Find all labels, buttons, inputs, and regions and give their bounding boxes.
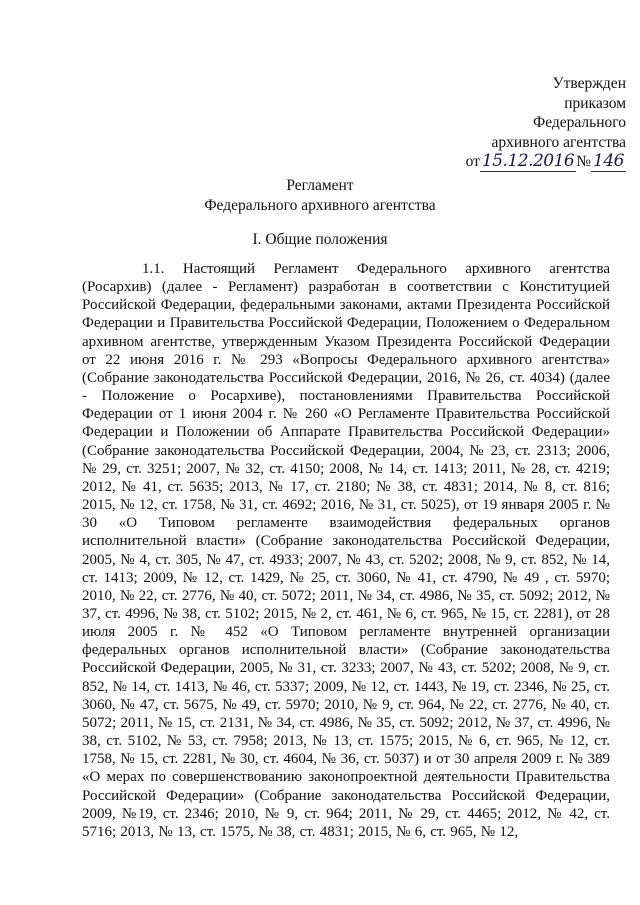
document-title: Регламент	[286, 177, 354, 194]
paragraph-1-1: 1.1. Настоящий Регламент Федерального архивного агентства (Росархив) (далее - Регламент) разработан в соответствии с Конституцией Российской Федерации, федеральными законами, актами Президента Российской Федерации и Правительства Российской Федерации, Положением о Федеральном архивном агентстве, утвержденным Указом Президента Российской Федерации от 22 июня 2016 г. № 293 «Вопросы Федерального архивного агентства» (Собрание законодательства Российской Федерации, 2016, № 26, ст. 4034) (далее - Положение о Росархиве), постановлениями Правительства Российской Федерации от 1 июня 2004 г. № 260 «О Регламенте Правительства Российской Федерации и Положении об Аппарате Правительства Российской Федерации» (Собрание законодательства Российской Федерации, 2004, № 23, ст. 2313; 2006, № 29, ст. 3251; 2007, № 32, ст. 4150; 2008, № 14, ст. 1413; 2011, № 28, ст. 4219; 2012, № 41, ст. 5635; 2013, № 17, ст. 2180; № 38, ст. 4831; 2014, № 8, ст. 816; 2015, № 12, ст. 1758, № 31, ст. 4692; 2016, № 31, ст. 5025), от 19 января 2005 г. № 30 «О Типовом регламенте взаимодействия федеральных органов исполнительной власти» (Собрание законодательства Российской Федерации, 2005, № 4, ст. 305, № 47, ст. 4933; 2007, № 43, ст. 5202; 2008, № 9, ст. 852, № 14, ст. 1413; 2009, № 12, ст. 1429, № 25, ст. 3060, № 41, ст. 4790, № 49 , ст. 5970; 2010, № 22, ст. 2776, № 40, ст. 5072; 2011, № 34, ст. 4986, № 35, ст. 5092; 2012, № 37, ст. 4996, № 38, ст. 5102; 2015, № 2, ст. 461, № 6, ст. 965, № 15, ст. 2281), от 28 июля 2005 г. № 452 «О Типовом регламенте внутренней организации федеральных органов исполнительной власти» (Собрание законодательства Российской Федерации, 2005, № 31, ст. 3233; 2007, № 43, ст. 5202; 2008, № 9, ст. 852, № 14, ст. 1413, № 46, ст. 5337; 2009, № 12, ст. 1443, № 19, ст. 2346, № 25, ст. 3060, № 47, ст. 5675, № 49, ст. 5970; 2010, № 9, ст. 964, № 22, ст. 2776, № 40, ст. 5072; 2011, № 15, ст. 2131, № 34, ст. 4986, № 35, ст. 5092; 2012, № 37, ст. 4996, № 38, ст. 5102, № 53, ст. 7958; 2013, № 13, ст. 1575; 2015, № 6, ст. 965, № 12, ст. 1758, № 15, ст. 2281, № 30, ст. 4604, № 36, ст. 5037) и от 30 апреля 2009 г. № 389 «О мерах по совершенствованию законопроектной деятельности Правительства Российской Федерации» (Собрание законодательства Российской Федерации, 2009, №19, ст. 2346; 2010, № 9, ст. 964; 2011, № 29, ст. 4465; 2012, № 42, ст. 5716; 2013, № 13, ст. 1575, № 38, ст. 4831; 2015, № 6, ст. 965, № 12,	[82, 261, 610, 840]
date-prefix: от	[465, 153, 480, 170]
handwritten-number: 146	[593, 151, 624, 171]
approval-line-approved: Утвержден	[552, 75, 626, 92]
approval-line-federal: Федерального	[532, 114, 626, 131]
approval-stamp	[466, 74, 626, 172]
approval-date-line	[466, 152, 626, 172]
document-subtitle: Федерального архивного агентства	[204, 197, 436, 214]
approval-line-by-order: приказом	[564, 94, 626, 112]
approval-line-agency: архивного агентства	[491, 133, 626, 151]
section-heading: I. Общие положения	[252, 231, 388, 248]
handwritten-date: 15.12.2016	[481, 151, 575, 171]
number-prefix: №	[576, 153, 592, 170]
